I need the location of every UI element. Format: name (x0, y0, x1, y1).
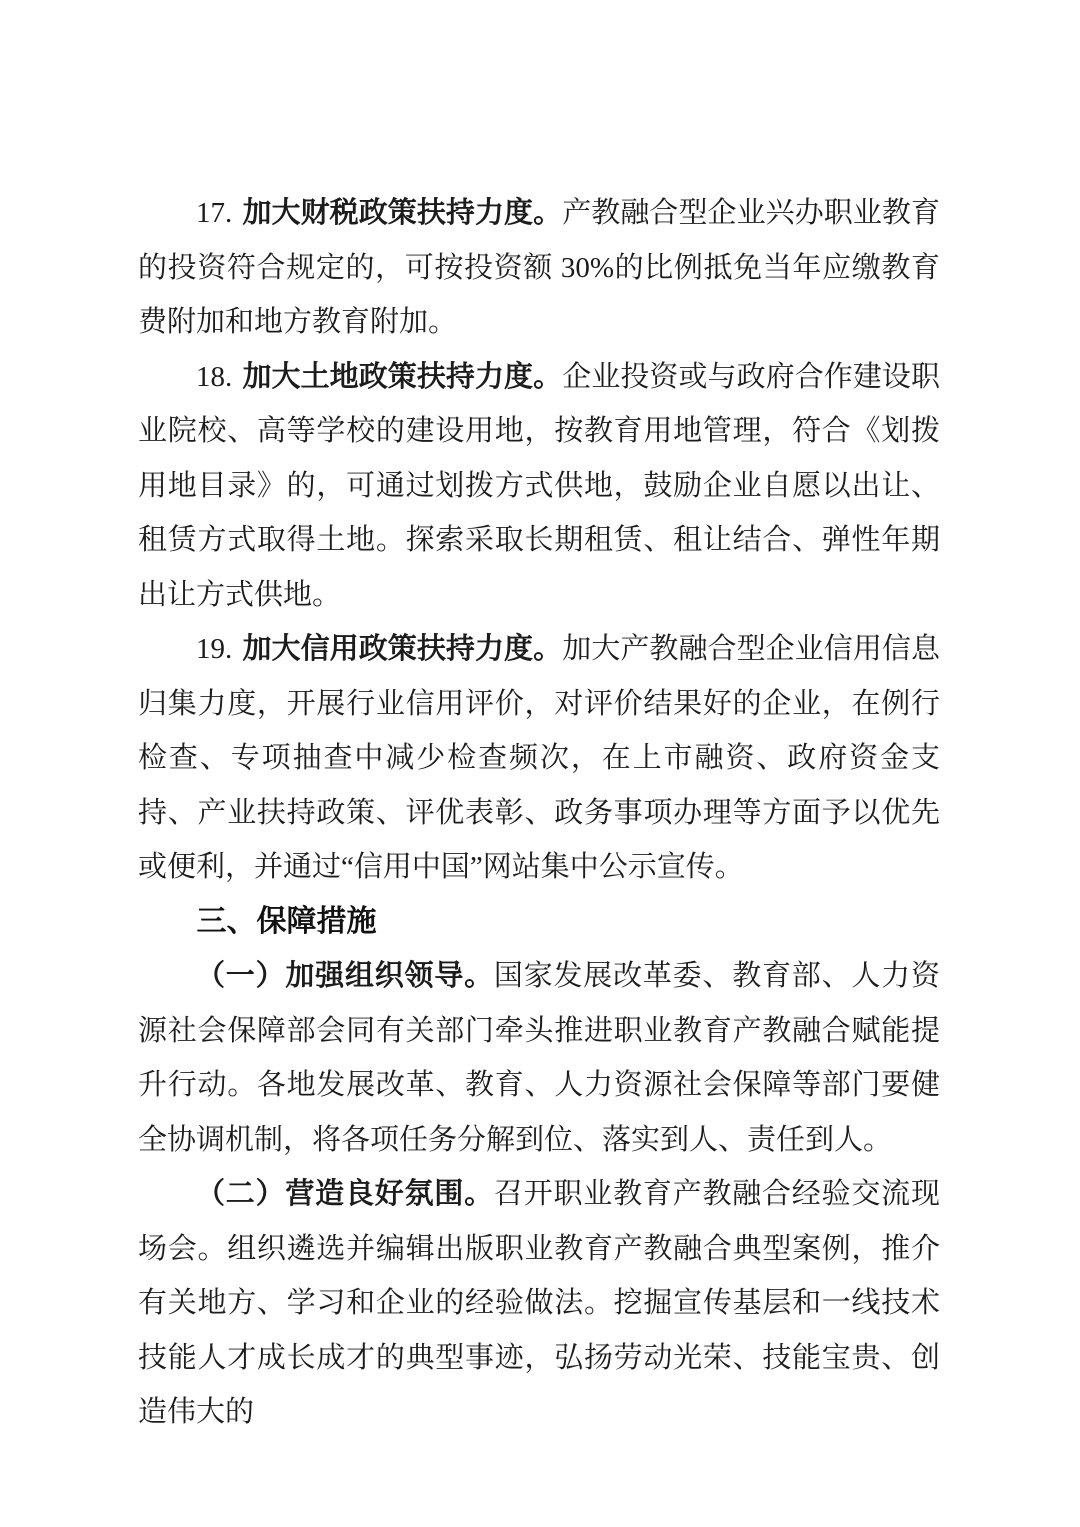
measure-2-body: 召开职业教育产教融合经验交流现场会。组织遴选并编辑出版职业教育产教融合典型案例，推介有关地方、学习和企业的经验做法。挖掘宣传基层和一线技术技能人才成长成才的典型事迹，弘扬劳动光荣、技能宝贵、创造伟大的 (138, 1178, 940, 1428)
paragraph-17-lead: 加大财税政策扶持力度。 (242, 197, 563, 229)
paragraph-measure-2 (138, 1167, 940, 1440)
paragraph-item-19 (138, 622, 940, 895)
section-heading: 三、保障措施 (196, 904, 377, 938)
paragraph-17-number: 17. (196, 197, 233, 229)
measure-1-lead: （一）加强组织领导。 (196, 960, 494, 992)
paragraph-19-lead: 加大信用政策扶持力度。 (242, 633, 563, 665)
paragraph-17-body: 产教融合型企业兴办职业教育的投资符合规定的，可按投资额 30%的比例抵免当年应缴教育费附加和地方教育附加。 (138, 197, 940, 338)
paragraph-18-number: 18. (196, 360, 233, 393)
paragraph-18-body: 企业投资或与政府合作建设职业院校、高等学校的建设用地，按教育用地管理，符合《划拨用地目录》的，可通过划拨方式供地，鼓励企业自愿以出让、租赁方式取得土地。探索采取长期租赁、租让结合、弹性年期出让方式供地。 (138, 360, 940, 611)
paragraph-19-body: 加大产教融合型企业信用信息归集力度，开展行业信用评价，对评价结果好的企业，在例行检查、专项抽查中减少检查频次，在上市融资、政府资金支持、产业扶持政策、评优表彰、政务事项办理等方面予以优先或便利，并通过“信用中国”网站集中公示宣传。 (138, 633, 940, 883)
paragraph-measure-1 (138, 949, 940, 1167)
measure-1-body: 国家发展改革委、教育部、人力资源社会保障部会同有关部门牵头推进职业教育产教融合赋能提升行动。各地发展改革、教育、人力资源社会保障等部门要健全协调机制，将各项任务分解到位、落实到人、责任到人。 (138, 960, 940, 1156)
paragraph-19-number: 19. (196, 633, 233, 665)
paragraph-item-17 (138, 186, 940, 350)
measure-2-lead: （二）营造良好氛围。 (196, 1178, 494, 1210)
paragraph-18-lead: 加大土地政策扶持力度。 (242, 360, 563, 393)
paragraph-item-18 (138, 350, 940, 623)
